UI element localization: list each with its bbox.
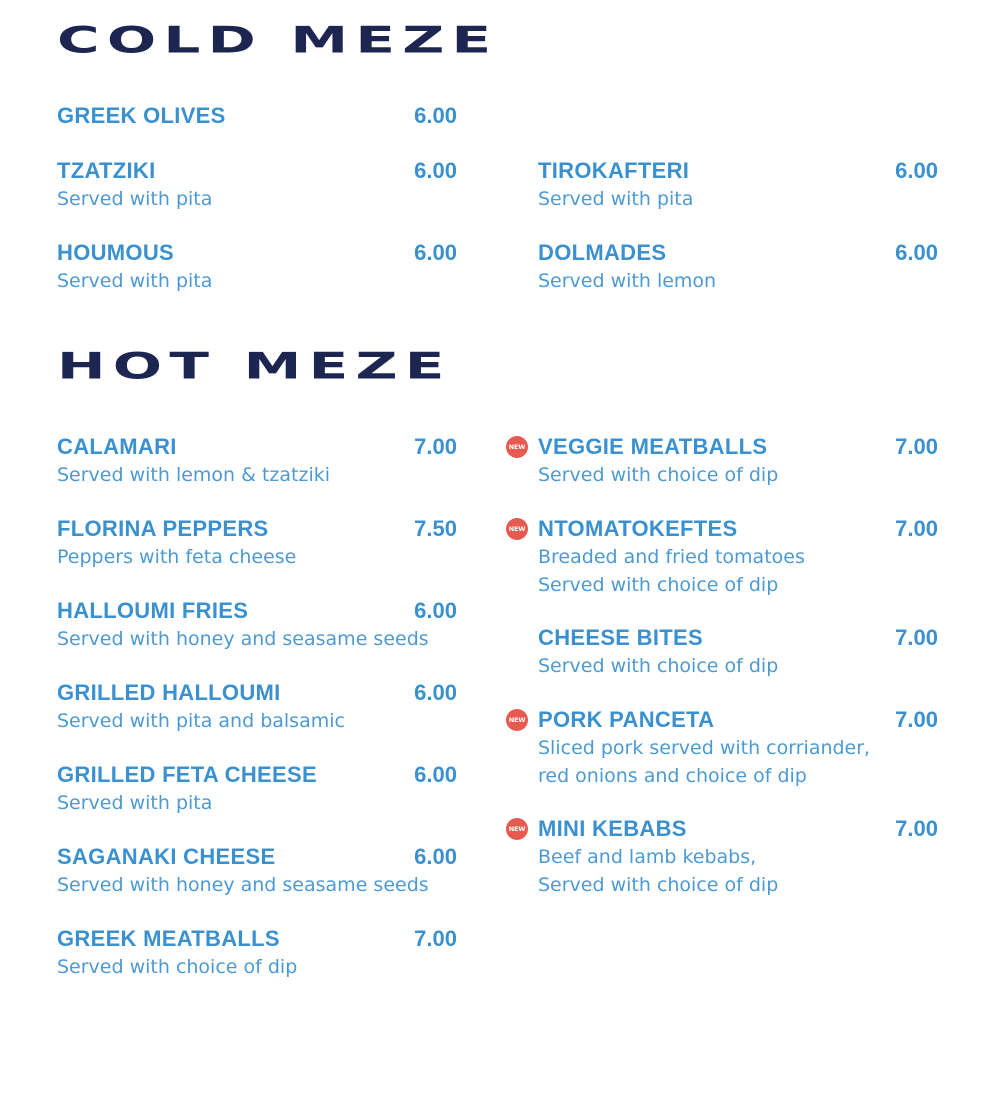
item-name: GREEK MEATBALLS	[57, 926, 280, 951]
item-name: GRILLED HALLOUMI	[57, 680, 281, 705]
menu-item-houmous	[57, 239, 457, 295]
menu-item-saganaki-cheese	[57, 843, 457, 899]
hot-meze-title: HOT MEZE	[57, 345, 452, 388]
item-description: Served with pita	[57, 270, 213, 292]
item-name: MINI KEBABS	[538, 816, 687, 841]
menu-item-tzatziki	[57, 157, 457, 213]
new-badge-icon: NEW	[506, 818, 528, 840]
item-price: 6.00	[414, 240, 457, 265]
item-price: 6.00	[414, 680, 457, 705]
item-name: DOLMADES	[538, 240, 667, 265]
item-price: 7.00	[414, 926, 457, 951]
menu-item-calamari	[57, 433, 457, 489]
item-price: 6.00	[414, 103, 457, 128]
item-name: VEGGIE MEATBALLS	[538, 434, 768, 459]
item-name: SAGANAKI CHEESE	[57, 844, 276, 869]
menu-item-tirokafteri	[538, 157, 938, 213]
menu-item-cheese-bites	[538, 624, 938, 680]
menu-item-grilled-feta-cheese	[57, 761, 457, 817]
item-description: Served with honey and seasame seeds	[57, 874, 429, 896]
menu-item-florina-peppers	[57, 515, 457, 571]
item-price: 6.00	[414, 844, 457, 869]
item-name: PORK PANCETA	[538, 707, 715, 732]
item-description: Served with pita	[538, 188, 694, 210]
item-price: 7.00	[895, 625, 938, 650]
item-price: 6.00	[414, 762, 457, 787]
menu-item-ntomatokeftes	[508, 515, 938, 599]
menu-item-mini-kebabs	[508, 815, 938, 899]
menu-item-pork-panceta	[508, 706, 938, 790]
menu-item-veggie-meatballs	[508, 433, 938, 489]
cold-meze-title: COLD MEZE	[57, 19, 499, 62]
item-description: Sliced pork served with corriander,	[538, 737, 871, 759]
item-price: 7.00	[895, 434, 938, 459]
item-description: Served with lemon & tzatziki	[57, 464, 331, 486]
item-description: Served with honey and seasame seeds	[57, 628, 429, 650]
new-badge-icon: NEW	[506, 436, 528, 458]
item-name: CHEESE BITES	[538, 625, 703, 650]
item-description: Served with choice of dip	[538, 655, 779, 677]
item-description: Served with choice of dip	[57, 956, 298, 978]
item-description: Peppers with feta cheese	[57, 546, 297, 568]
item-name: GRILLED FETA CHEESE	[57, 762, 317, 787]
item-name: GREEK OLIVES	[57, 103, 226, 128]
menu-item-grilled-halloumi	[57, 679, 457, 735]
item-description: Served with choice of dip	[538, 464, 779, 486]
item-price: 7.00	[895, 707, 938, 732]
item-name: TIROKAFTERI	[538, 158, 690, 183]
new-badge-icon: NEW	[506, 518, 528, 540]
menu-item-greek-olives	[57, 102, 457, 130]
menu-item-dolmades	[538, 239, 938, 295]
menu-item-halloumi-fries	[57, 597, 457, 653]
item-description: Breaded and fried tomatoes	[538, 546, 805, 568]
item-description: Served with pita and balsamic	[57, 710, 345, 732]
item-name: FLORINA PEPPERS	[57, 516, 269, 541]
item-price: 7.00	[414, 434, 457, 459]
item-price: 6.00	[414, 158, 457, 183]
item-price: 6.00	[414, 598, 457, 623]
item-price: 6.00	[895, 240, 938, 265]
item-name: HOUMOUS	[57, 240, 174, 265]
item-price: 7.50	[414, 516, 457, 541]
item-description: Served with pita	[57, 792, 213, 814]
menu-item-greek-meatballs	[57, 925, 457, 981]
item-description: Beef and lamb kebabs,	[538, 846, 757, 868]
item-name: NTOMATOKEFTES	[538, 516, 738, 541]
item-price: 7.00	[895, 516, 938, 541]
item-name: CALAMARI	[57, 434, 177, 459]
item-description: Served with lemon	[538, 270, 717, 292]
item-description: Served with choice of dip	[538, 574, 779, 596]
item-price: 6.00	[895, 158, 938, 183]
new-badge-icon: NEW	[506, 709, 528, 731]
item-name: HALLOUMI FRIES	[57, 598, 249, 623]
item-description: Served with pita	[57, 188, 213, 210]
item-description: red onions and choice of dip	[538, 765, 807, 787]
item-price: 7.00	[895, 816, 938, 841]
item-name: TZATZIKI	[57, 158, 156, 183]
item-description: Served with choice of dip	[538, 874, 779, 896]
